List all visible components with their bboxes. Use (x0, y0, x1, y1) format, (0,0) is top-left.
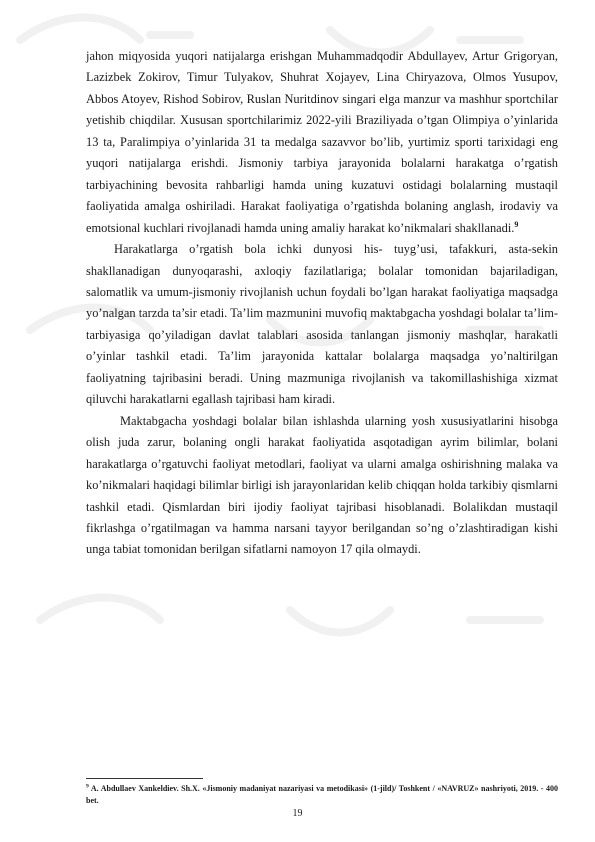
footnotes (86, 778, 558, 806)
page-number: 19 (292, 808, 303, 819)
footnote-divider (86, 778, 203, 779)
footnote-reference[interactable]: 9 (514, 219, 519, 229)
paragraph-1-text: jahon miqyosida yuqori natijalarga erishgan Muhammadqodir Abdullayev, Artur Grigoryan, Lazizbek Zokirov, Timur Tulyakov, Shuhrat Xojayev, Lina Chiryazova, Olmos Yusupov, Abbos Atoyev, Rishod Sobirov, Ruslan Nuritdinov singari elga manzur va mashhur sportchilar yetishib chiqdilar. Xususan sportchilarimiz 2022-yili Braziliyada o’tgan Olimpiya o’yinlarida 13 ta, Paralimpiya o’yinlarida 31 ta medalga sazavvor bo’lib, yurtimiz sporti tarixidagi eng yuqori natijalarga erishdi. Jismoniy tarbiya jarayonida bolalarni harakatga o’rgatish tarbiyachining bevosita rahbarligi hamda uning kuzatuvi ostidagi bolalarning mustaqil faoliyatida amalga oshiriladi. Harakat faoliyatiga o’rgatishda bolaning anglash, irodaviy va emotsional kuchlari rivojlanadi hamda uning amaliy harakat ko’nikmalari shakllanadi. (86, 49, 558, 235)
paragraph-2: Harakatlarga o’rgatish bola ichki dunyosi his- tuyg’usi, tafakkuri, asta-sekin shakllanadigan dunyoqarashi, axloqiy fazilatlariga; bolalar tomonidan bajariladigan, salomatlik va umum-jismoniy rivojlanish uchun foydali bo’lgan harakat faoliyatiga maqsadga yo’nalgan tarzda ta’sir etadi. Ta’lim mazmunini muvofiq maktabgacha yoshdagi bolalar ta’lim-tarbiyasiga qo’yiladigan davlat talablari asosida tanlangan jismoniy mashqlar, harakatli o’yinlar tashkil etadi. Ta’lim jarayonida kattalar bolalarga maqsadga yo’naltirilgan faoliyatning tajribasini beradi. Uning mazmuniga rivojlanish va takomillashishiga xizmat qiluvchi harakatlarni egallash tajribasi ham kiradi. (86, 242, 558, 407)
paragraph-1 (86, 46, 558, 239)
paragraph-3: Maktabgacha yoshdagi bolalar bilan ishlashda ularning yosh xususiyatlarini hisobga olish juda zarur, bolaning ongli harakat faoliyatida asqotadigan ayrim bilimlar, bolani harakatlarga o’rgatuvchi faoliyat metodlari, faoliyat va ularni amalga oshirishning malaka va ko’nikmalari haqidagi bilimlar birligi ish jarayonlaridan kelib chiqqan holda tarkibiy qismlarni tashkil etadi. Qismlardan biri ijodiy faoliyat tajribasi hisoblanadi. Bolalikdan mustaqil fikrlashga o’rgatilmagan va hamma narsani tayyor berilgandan so’ng o’zlashtiradigan kishi unga tabiat tomonidan berilgan sifatlarni namoyon 17 qila olmaydi. (86, 413, 558, 557)
footnote-9 (86, 783, 558, 806)
footnote-number: 9 (86, 783, 89, 790)
page-body (86, 46, 558, 561)
footnote-text: A. Abdullaev Xankeldiev. Sh.X. «Jismoniy madaniyat nazariyasi va metodikasi» (1-jild)/ Toshkent / «NAVRUZ» nashriyoti, 2019. - 400 bet. (86, 784, 558, 805)
